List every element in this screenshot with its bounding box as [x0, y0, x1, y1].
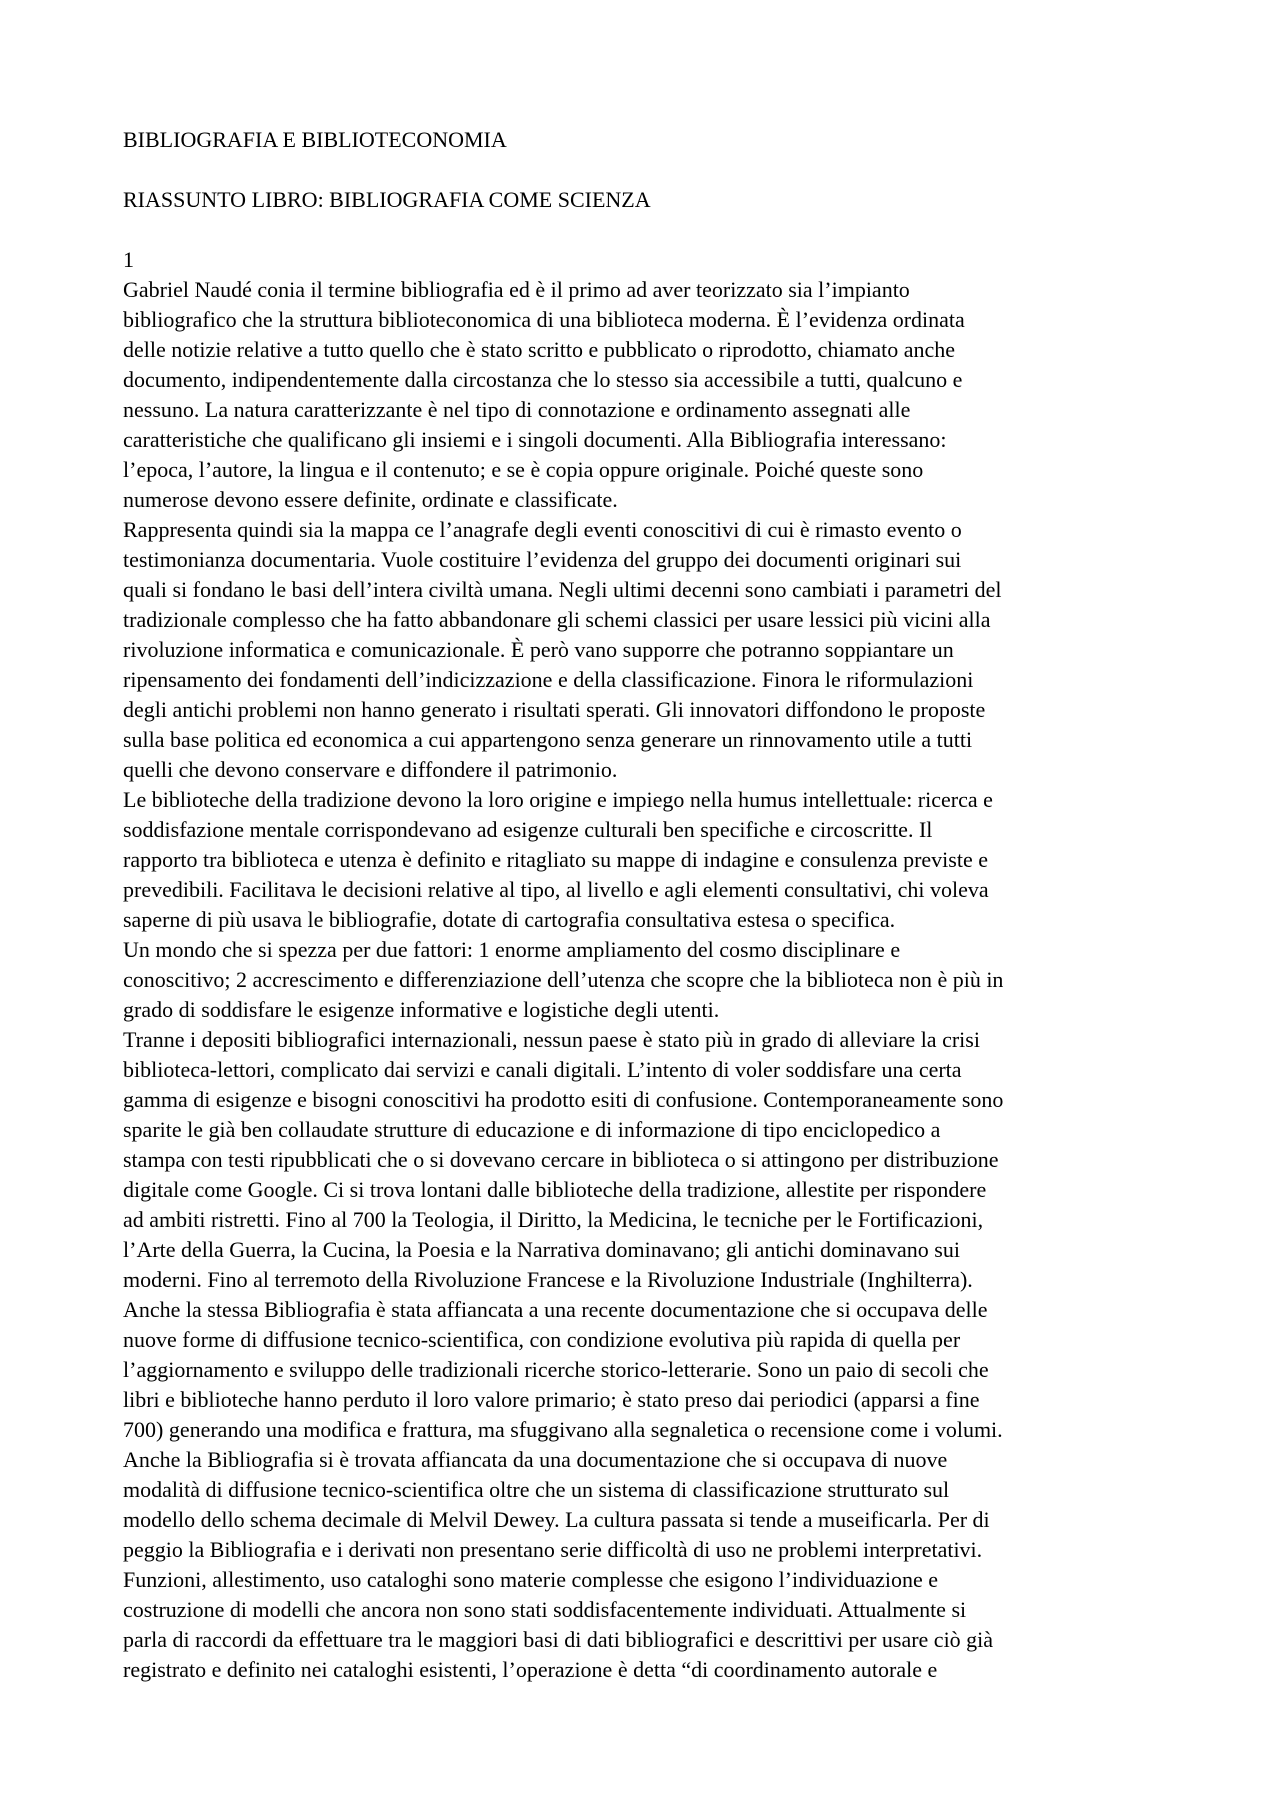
text-line: saperne di più usava le bibliografie, dotate di cartografia consultativa estesa o specifica.: [123, 907, 896, 932]
text-line: prevedibili. Facilitava le decisioni relative al tipo, al livello e agli elementi consultativi, chi voleva: [123, 877, 989, 902]
document-body: [123, 125, 1173, 1685]
text-line: soddisfazione mentale corrispondevano ad esigenze culturali ben specifiche e circoscritte. Il: [123, 817, 933, 842]
text-line: stampa con testi ripubblicati che o si dovevano cercare in biblioteca o si attingono per distribuzione: [123, 1147, 999, 1172]
text-line: Tranne i depositi bibliografici internazionali, nessun paese è stato più in grado di alleviare la crisi: [123, 1027, 980, 1052]
section-number: 1: [123, 247, 134, 272]
text-line: documento, indipendentemente dalla circostanza che lo stesso sia accessibile a tutti, qualcuno e: [123, 367, 963, 392]
text-line: peggio la Bibliografia e i derivati non presentano serie difficoltà di uso ne problemi interpretativi.: [123, 1537, 983, 1562]
text-line: Rappresenta quindi sia la mappa ce l’anagrafe degli eventi conoscitivi di cui è rimasto evento o: [123, 517, 962, 542]
text-line: Anche la stessa Bibliografia è stata affiancata a una recente documentazione che si occupava delle: [123, 1297, 988, 1322]
text-line: 700) generando una modifica e frattura, ma sfuggivano alla segnaletica o recensione come i volumi.: [123, 1417, 1003, 1442]
text-line: nuove forme di diffusione tecnico-scientifica, con condizione evolutiva più rapida di quella per: [123, 1327, 961, 1352]
text-line: testimonianza documentaria. Vuole costituire l’evidenza del gruppo dei documenti originari sui: [123, 547, 962, 572]
text-line: bibliografico che la struttura biblioteconomica di una biblioteca moderna. È l’evidenza ordinata: [123, 307, 965, 332]
text-line: moderni. Fino al terremoto della Rivoluzione Francese e la Rivoluzione Industriale (Inghilterra).: [123, 1267, 973, 1292]
text-line: Funzioni, allestimento, uso cataloghi sono materie complesse che esigono l’individuazione e: [123, 1567, 939, 1592]
text-line: grado di soddisfare le esigenze informative e logistiche degli utenti.: [123, 997, 720, 1022]
text-line: degli antichi problemi non hanno generato i risultati sperati. Gli innovatori diffondono le proposte: [123, 697, 986, 722]
text-line: conoscitivo; 2 accrescimento e differenziazione dell’utenza che scopre che la biblioteca non è più in: [123, 967, 1004, 992]
text-line: libri e biblioteche hanno perduto il loro valore primario; è stato preso dai periodici (apparsi a fine: [123, 1387, 980, 1412]
text-line: gamma di esigenze e bisogni conoscitivi ha prodotto esiti di confusione. Contemporaneamente sono: [123, 1087, 1004, 1112]
text-line: l’Arte della Guerra, la Cucina, la Poesia e la Narrativa dominavano; gli antichi dominavano sui: [123, 1237, 960, 1262]
document-title: BIBLIOGRAFIA E BIBLIOTECONOMIA: [123, 127, 507, 152]
text-line: ripensamento dei fondamenti dell’indicizzazione e della classificazione. Finora le riformulazioni: [123, 667, 974, 692]
text-line: Le biblioteche della tradizione devono la loro origine e impiego nella humus intellettuale: ricerca e: [123, 787, 993, 812]
text-line: caratteristiche che qualificano gli insiemi e i singoli documenti. Alla Bibliografia interessano:: [123, 427, 947, 452]
text-line: tradizionale complesso che ha fatto abbandonare gli schemi classici per usare lessici più vicini alla: [123, 607, 991, 632]
text-line: l’aggiornamento e sviluppo delle tradizionali ricerche storico-letterarie. Sono un paio di secoli che: [123, 1357, 989, 1382]
text-line: parla di raccordi da effettuare tra le maggiori basi di dati bibliografici e descrittivi per usare ciò già: [123, 1627, 994, 1652]
paragraph-lines: [123, 275, 1173, 1685]
text-line: biblioteca-lettori, complicato dai servizi e canali digitali. L’intento di voler soddisfare una certa: [123, 1057, 962, 1082]
text-line: rapporto tra biblioteca e utenza è definito e ritagliato su mappe di indagine e consulenza previste e: [123, 847, 988, 872]
document-subtitle: RIASSUNTO LIBRO: BIBLIOGRAFIA COME SCIENZA: [123, 187, 651, 212]
text-line: nessuno. La natura caratterizzante è nel tipo di connotazione e ordinamento assegnati alle: [123, 397, 911, 422]
text-line: sparite le già ben collaudate strutture di educazione e di informazione di tipo enciclopedico a: [123, 1117, 941, 1142]
text-line: quali si fondano le basi dell’intera civiltà umana. Negli ultimi decenni sono cambiati i parametri del: [123, 577, 1002, 602]
text-line: Un mondo che si spezza per due fattori: 1 enorme ampliamento del cosmo disciplinare e: [123, 937, 901, 962]
text-line: digitale come Google. Ci si trova lontani dalle biblioteche della tradizione, allestite per rispondere: [123, 1177, 987, 1202]
text-line: sulla base politica ed economica a cui appartengono senza generare un rinnovamento utile a tutti: [123, 727, 973, 752]
text-line: Gabriel Naudé conia il termine bibliografia ed è il primo ad aver teorizzato sia l’impianto: [123, 277, 910, 302]
text-line: registrato e definito nei cataloghi esistenti, l’operazione è detta “di coordinamento autorale e: [123, 1657, 938, 1682]
text-line: delle notizie relative a tutto quello che è stato scritto e pubblicato o riprodotto, chiamato anche: [123, 337, 956, 362]
text-line: l’epoca, l’autore, la lingua e il contenuto; e se è copia oppure originale. Poiché queste sono: [123, 457, 924, 482]
text-line: rivoluzione informatica e comunicazionale. È però vano supporre che potranno soppiantare un: [123, 637, 954, 662]
text-line: quelli che devono conservare e diffondere il patrimonio.: [123, 757, 618, 782]
text-line: ad ambiti ristretti. Fino al 700 la Teologia, il Diritto, la Medicina, le tecniche per le Fortificazioni,: [123, 1207, 984, 1232]
text-line: modalità di diffusione tecnico-scientifica oltre che un sistema di classificazione strutturato sul: [123, 1477, 950, 1502]
text-line: numerose devono essere definite, ordinate e classificate.: [123, 487, 618, 512]
text-line: Anche la Bibliografia si è trovata affiancata da una documentazione che si occupava di nuove: [123, 1447, 948, 1472]
text-line: modello dello schema decimale di Melvil Dewey. La cultura passata si tende a museificarla. Per di: [123, 1507, 990, 1532]
text-line: costruzione di modelli che ancora non sono stati soddisfacentemente individuati. Attualmente si: [123, 1597, 967, 1622]
